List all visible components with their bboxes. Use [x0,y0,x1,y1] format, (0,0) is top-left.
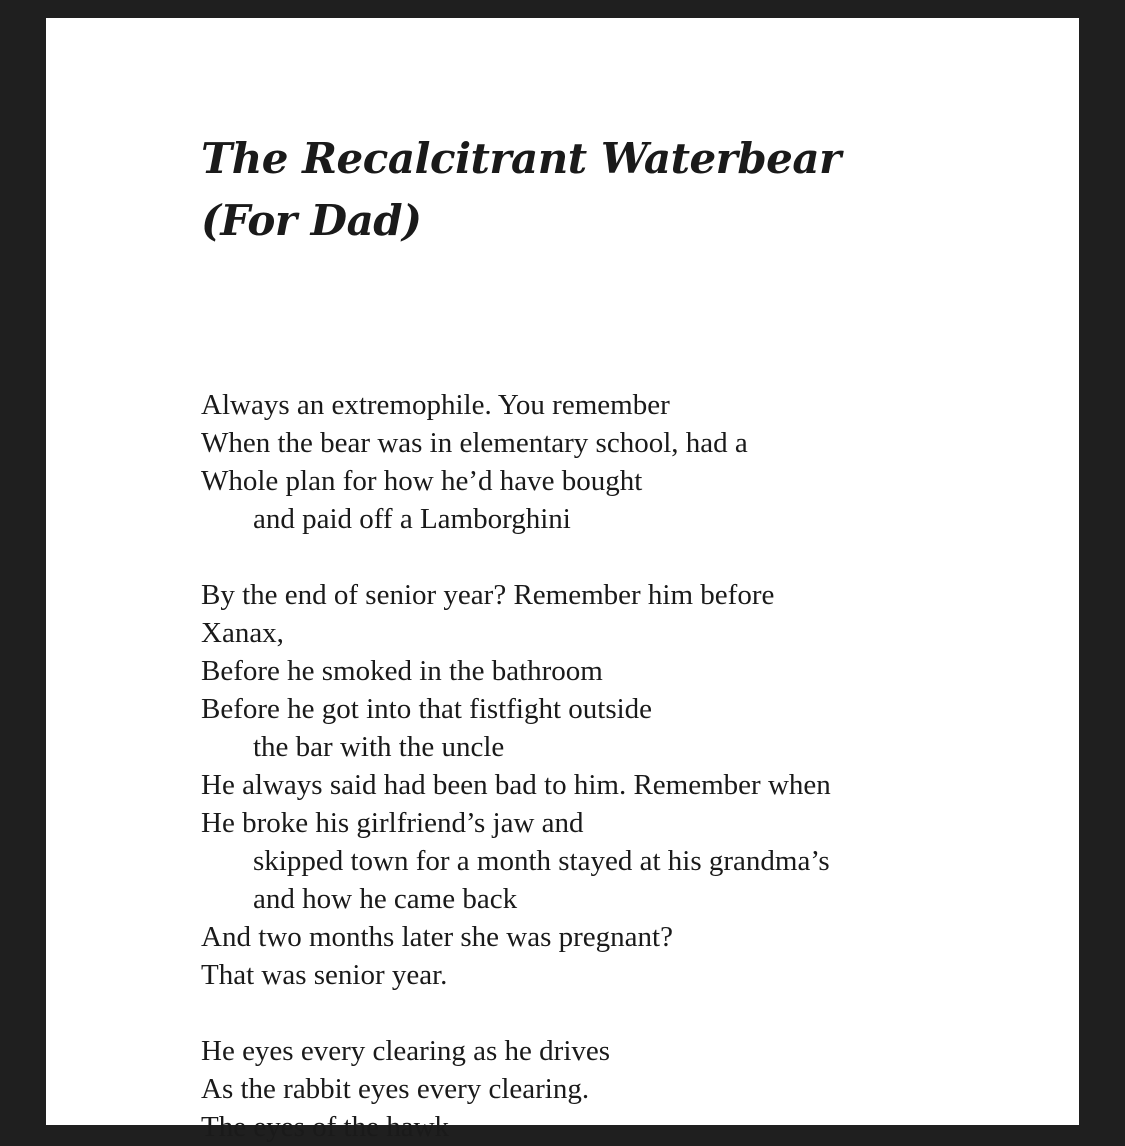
poem-line: skipped town for a month stayed at his grandma’s [253,845,830,877]
poem-line: and paid off a Lamborghini [253,503,571,535]
poem-line: That was senior year. [201,959,448,991]
poem-line: Always an extremophile. You remember [201,389,670,421]
poem-line: By the end of senior year? Remember him before [201,579,775,611]
poem-line: Xanax, [201,617,284,649]
poem-title-line-2: (For Dad) [201,196,422,245]
poem-line: As the rabbit eyes every clearing. [201,1073,590,1105]
poem-line: And two months later she was pregnant? [201,921,673,953]
poem-line: The eyes of the hawk [201,1111,450,1143]
poem-line: Whole plan for how he’d have bought [201,465,643,497]
poem-line: He eyes every clearing as he drives [201,1035,611,1067]
poem-title [201,128,841,252]
stanza-break [201,994,831,1032]
poem-line: When the bear was in elementary school, had a [201,427,748,459]
document-page [46,18,1079,1143]
poem-line: the bar with the uncle [253,731,505,763]
poem-line: He broke his girlfriend’s jaw and [201,807,584,839]
poem-line: Before he got into that fistfight outside [201,693,653,725]
poem-line: and how he came back [253,883,518,915]
poem-line: Before he smoked in the bathroom [201,655,603,687]
stanza-break [201,538,831,576]
poem-body [201,386,831,1146]
poem-title-line-1: The Recalcitrant Waterbear [201,134,841,183]
poem-line: He always said had been bad to him. Remember when [201,769,831,801]
